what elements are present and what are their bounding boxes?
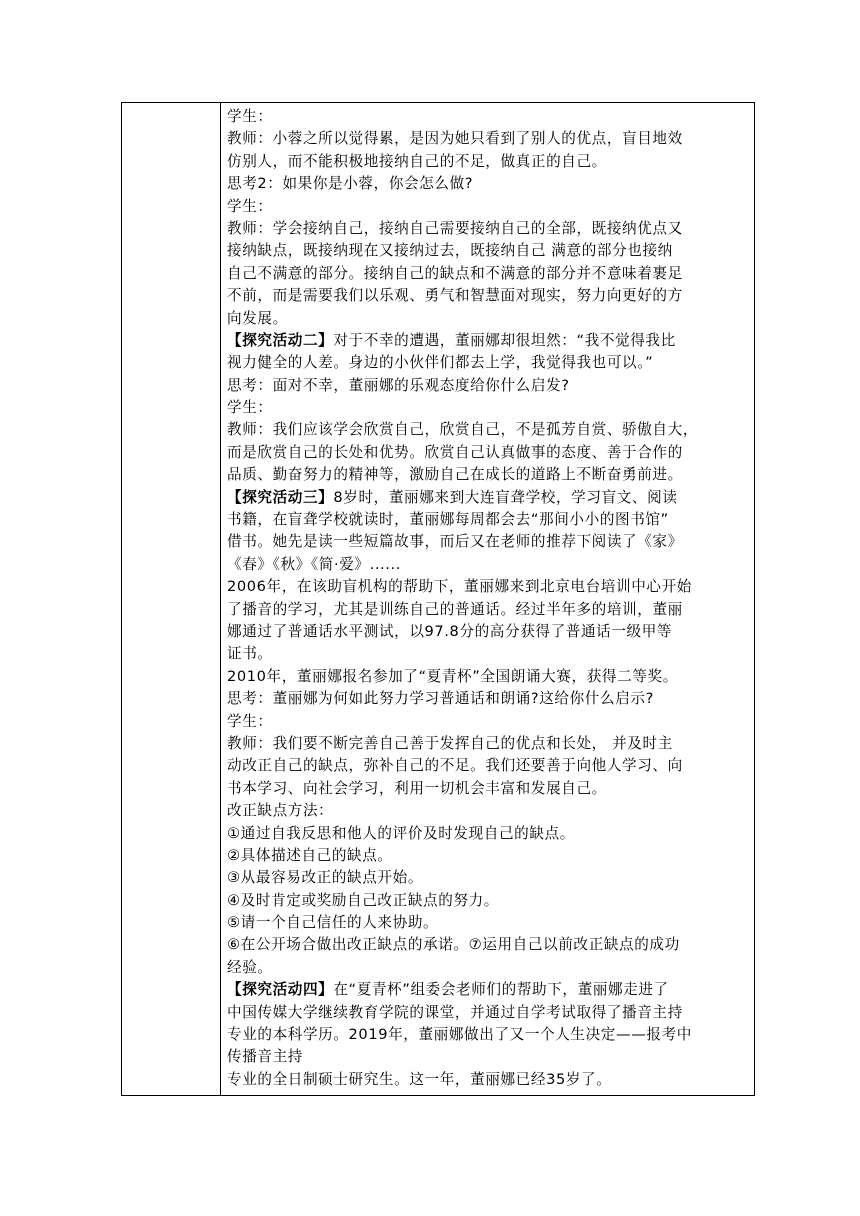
text-line xyxy=(227,755,750,777)
line-text: 8岁时，董丽娜来到大连盲聋学校，学习盲文、阅读 xyxy=(333,488,678,506)
text-line xyxy=(227,240,750,262)
line-text: 书籍，在盲聋学校就读时，董丽娜每周都会去“那间小小的图书馆” xyxy=(227,511,669,529)
line-text: 专业的本科学历。2019年，董丽娜做出了又一个人生决定——报考中 xyxy=(227,1026,692,1044)
text-line xyxy=(227,352,750,374)
line-text: 视力健全的人差。身边的小伙伴们都去上学，我觉得我也可以。” xyxy=(227,354,654,372)
text-line xyxy=(227,688,750,710)
text-line xyxy=(227,778,750,800)
line-text: 对于不幸的遭遇，董丽娜却很坦然：“我不觉得我比 xyxy=(333,331,676,349)
line-text: 思考：董丽娜为何如此努力学习普通话和朗诵?这给你什么启示? xyxy=(227,690,654,708)
line-text: 而是欣赏自己的长处和优势。欣赏自己认真做事的态度、善于合作的 xyxy=(227,443,683,461)
text-line xyxy=(227,397,750,419)
line-text: 学生： xyxy=(227,712,273,730)
line-text: 改正缺点方法： xyxy=(227,802,334,820)
text-line xyxy=(227,599,750,621)
text-line xyxy=(227,957,750,979)
text-line xyxy=(227,330,750,352)
line-text: 在“夏青杯”组委会老师们的帮助下，董丽娜走进了 xyxy=(333,981,669,999)
line-text: ⑤请一个自己信任的人来协助。 xyxy=(227,914,439,932)
line-text: 思考：面对不幸，董丽娜的乐观态度给你什么启发? xyxy=(227,376,570,394)
line-text: 2010年，董丽娜报名参加了“夏青杯”全国朗诵大赛，获得二等奖。 xyxy=(227,667,678,685)
line-text: 借书。她先是读一些短篇故事，而后又在老师的推荐下阅读了《家》 xyxy=(227,533,683,551)
table-label-cell xyxy=(122,103,221,1095)
table-content-cell xyxy=(221,103,754,1095)
line-text: 教师：学会接纳自己，接纳自己需要接纳自己的全部，既接纳优点又 xyxy=(227,219,683,237)
text-line xyxy=(227,375,750,397)
text-line xyxy=(227,196,750,218)
line-text: 2006年，在该助盲机构的帮助下，董丽娜来到北京电台培训中心开始 xyxy=(227,578,692,596)
line-text: 书本学习、向社会学习，利用一切机会丰富和发展自己。 xyxy=(227,779,607,797)
line-text: 娜通过了普通话水平测试，以97.8分的高分获得了普通话一级甲等 xyxy=(227,622,673,640)
text-line xyxy=(227,509,750,531)
text-line xyxy=(227,711,750,733)
line-text: 教师：我们应该学会欣赏自己，欣赏自己，不是孤芳自赏、骄傲自大， xyxy=(227,421,699,439)
text-line xyxy=(227,531,750,553)
text-line xyxy=(227,464,750,486)
line-text: 动改正自己的缺点，弥补自己的不足。我们还要善于向他人学习、向 xyxy=(227,757,683,775)
text-line xyxy=(227,419,750,441)
text-line xyxy=(227,666,750,688)
line-text: 学生： xyxy=(227,197,273,215)
text-line xyxy=(227,621,750,643)
text-line xyxy=(227,1024,750,1046)
text-line xyxy=(227,554,750,576)
text-line xyxy=(227,285,750,307)
activity-heading: 【探究活动三】 xyxy=(227,488,334,506)
line-text: ①通过自我反思和他人的评价及时发现自己的缺点。 xyxy=(227,824,575,842)
text-line xyxy=(227,912,750,934)
text-line xyxy=(227,173,750,195)
lesson-table xyxy=(121,102,755,1096)
line-text: 向发展。 xyxy=(227,309,288,327)
text-line xyxy=(227,308,750,330)
line-text: 专业的全日制硕士研究生。这一年，董丽娜已经35岁了。 xyxy=(227,1070,612,1088)
line-text: ④及时肯定或奖励自己改正缺点的努力。 xyxy=(227,891,499,909)
line-text: 证书。 xyxy=(227,645,273,663)
text-line xyxy=(227,979,750,1001)
text-line xyxy=(227,1046,750,1068)
line-text: ②具体描述自己的缺点。 xyxy=(227,846,393,864)
line-text: 品质、勤奋努力的精神等，激励自己在成长的道路上不断奋勇前进。 xyxy=(227,466,683,484)
line-text: 学生： xyxy=(227,108,273,125)
line-text: 传播音主持 xyxy=(227,1048,303,1066)
text-line xyxy=(227,733,750,755)
text-line xyxy=(227,845,750,867)
text-line xyxy=(227,128,750,150)
line-text: ⑥在公开场合做出改正缺点的承诺。⑦运用自己以前改正缺点的成功 xyxy=(227,936,680,954)
text-line xyxy=(227,890,750,912)
line-text: 教师：小蓉之所以觉得累，是因为她只看到了别人的优点，盲目地效 xyxy=(227,130,683,148)
text-line xyxy=(227,218,750,240)
text-line xyxy=(227,487,750,509)
line-text: 自己不满意的部分。接纳自己的缺点和不满意的部分并不意味着裹足 xyxy=(227,264,683,282)
line-text: 接纳缺点，既接纳现在又接纳过去，既接纳自己 满意的部分也接纳 xyxy=(227,242,673,260)
line-text: 不前，而是需要我们以乐观、勇气和智慧面对现实，努力向更好的方 xyxy=(227,287,683,305)
text-line xyxy=(227,823,750,845)
text-line xyxy=(227,867,750,889)
text-line xyxy=(227,106,750,128)
text-line xyxy=(227,934,750,956)
line-text: 了播音的学习，尤其是训练自己的普通话。经过半年多的培训，董丽 xyxy=(227,600,683,618)
text-line xyxy=(227,800,750,822)
activity-heading: 【探究活动二】 xyxy=(227,331,334,349)
text-line xyxy=(227,151,750,173)
text-line xyxy=(227,442,750,464)
line-text: 教师：我们要不断完善自己善于发挥自己的优点和长处， 并及时主 xyxy=(227,734,673,752)
line-text: 中国传媒大学继续教育学院的课堂，并通过自学考试取得了播音主持 xyxy=(227,1003,683,1021)
text-line xyxy=(227,1069,750,1091)
activity-heading: 【探究活动四】 xyxy=(227,981,334,999)
text-line xyxy=(227,1002,750,1024)
line-text: 仿别人，而不能积极地接纳自己的不足，做真正的自己。 xyxy=(227,152,607,170)
line-text: 经验。 xyxy=(227,958,273,976)
line-text: 学生： xyxy=(227,399,273,417)
text-line xyxy=(227,263,750,285)
text-line xyxy=(227,576,750,598)
line-text: ③从最容易改正的缺点开始。 xyxy=(227,869,424,887)
line-text: 思考2：如果你是小蓉，你会怎么做? xyxy=(227,175,474,193)
line-text: 《春》《秋》《简·爱》...... xyxy=(227,555,402,573)
text-line xyxy=(227,643,750,665)
